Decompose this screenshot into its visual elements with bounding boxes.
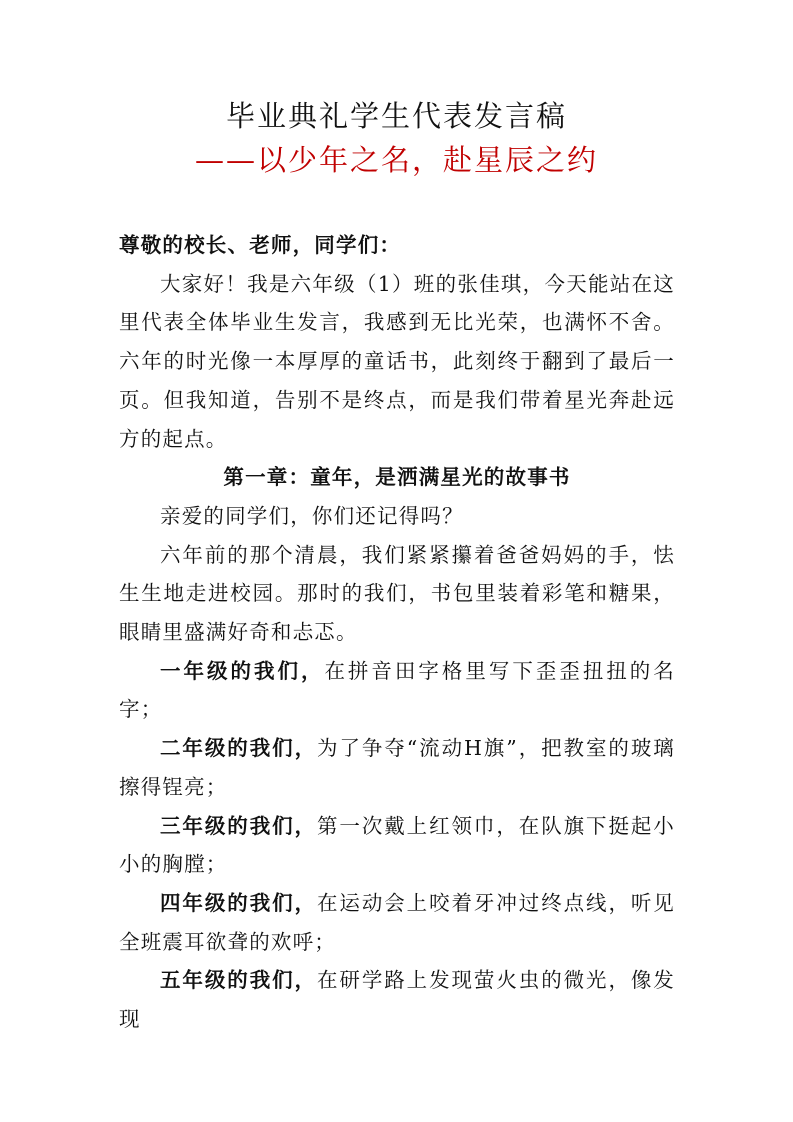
grade-text: 在研学路上发现萤火虫的微光，像发现 bbox=[119, 968, 676, 1032]
grade-paragraph bbox=[119, 807, 675, 884]
grade-lead: 三年级的我们， bbox=[160, 813, 317, 838]
grade-paragraph bbox=[119, 961, 675, 1038]
grade-lead: 一年级的我们， bbox=[160, 658, 325, 683]
paragraph: 六年前的那个清晨，我们紧紧攥着爸爸妈妈的手，怯生生地走进校园。那时的我们，书包里装着彩笔和糖果，眼睛里盛满好奇和忐忑。 bbox=[119, 542, 675, 645]
grade-lead: 四年级的我们， bbox=[160, 890, 317, 915]
grade-paragraph bbox=[119, 729, 675, 806]
grade-paragraph bbox=[119, 884, 675, 961]
grade-lead: 二年级的我们， bbox=[160, 736, 318, 761]
intro-paragraph: 大家好！我是六年级（1）班的张佳琪，今天能站在这里代表全体毕业生发言，我感到无比光荣，也满怀不舍。六年的时光像一本厚厚的童话书，此刻终于翻到了最后一页。但我知道，告别不是终点，而是我们带着星光奔赴远方的起点。 bbox=[119, 271, 675, 451]
document-title: 毕业典礼学生代表发言稿 bbox=[225, 99, 567, 133]
grade-text: 为了争夺“流动H旗”，把教室的玻璃擦得锃亮； bbox=[119, 736, 675, 799]
document-subtitle: ——以少年之名，赴星辰之约 bbox=[194, 143, 598, 177]
grade-text: 在运动会上咬着牙冲过终点线，听见全班震耳欲聋的欢呼； bbox=[119, 890, 676, 954]
grade-text: 第一次戴上红领巾，在队旗下挺起小小的胸膛； bbox=[119, 813, 676, 877]
grade-lead: 五年级的我们， bbox=[160, 968, 317, 993]
grade-paragraph bbox=[119, 652, 675, 729]
grade-text: 在拼音田字格里写下歪歪扭扭的名字； bbox=[119, 658, 675, 722]
paragraph: 亲爱的同学们，你们还记得吗？ bbox=[160, 503, 464, 528]
document-body bbox=[119, 226, 675, 1039]
chapter-heading: 第一章：童年，是洒满星光的故事书 bbox=[223, 465, 571, 490]
salutation: 尊敬的校长、老师，同学们： bbox=[119, 233, 402, 257]
